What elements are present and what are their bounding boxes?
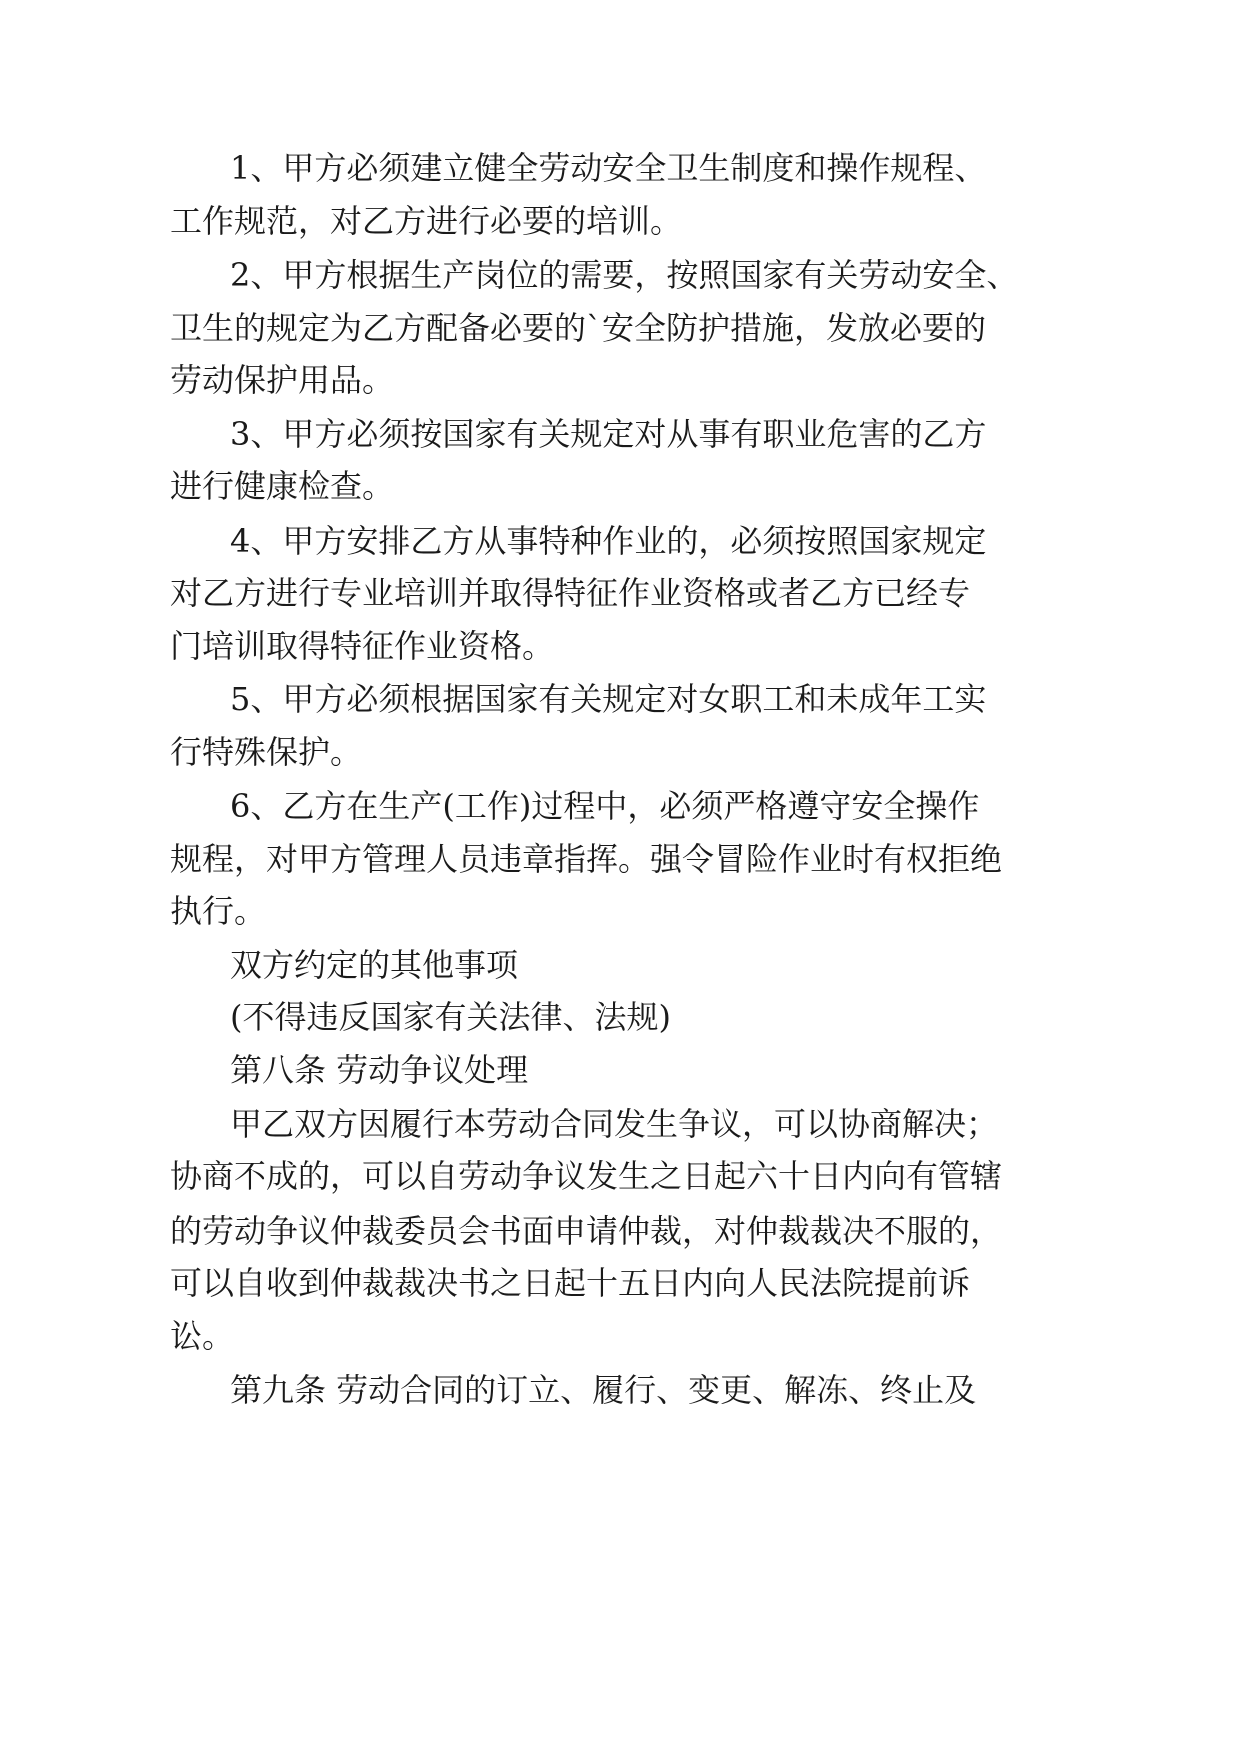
line-text: 双方约定的其他事项 [230, 946, 519, 984]
text-line [0, 935, 1241, 995]
line-text: 可以自收到仲裁裁决书之日起十五日内向人民法院提前诉 [170, 1264, 971, 1302]
text-line [0, 1253, 1241, 1313]
line-text: 劳动保护用品。 [170, 361, 395, 399]
section-heading: 第八条 劳动争议处理 [230, 1051, 529, 1089]
line-text: 工作规范，对乙方进行必要的培训。 [170, 202, 683, 240]
line-text: 5、甲方必须根据国家有关规定对女职工和未成年工实 [230, 680, 987, 718]
line-text: 对乙方进行专业培训并取得特征作业资格或者乙方已经专 [170, 574, 971, 612]
line-text: 3、甲方必须按国家有关规定对从事有职业危害的乙方 [230, 415, 987, 453]
line-text: 执行。 [170, 892, 267, 930]
text-line [0, 404, 1241, 464]
section-heading: 第九条 劳动合同的订立、履行、变更、解冻、终止及 [230, 1371, 977, 1409]
text-line [0, 511, 1241, 571]
line-text: 卫生的规定为乙方配备必要的`安全防护措施，发放必要的 [170, 309, 987, 347]
line-text: 行特殊保护。 [170, 733, 363, 771]
line-text: (不得违反国家有关法律、法规) [230, 998, 671, 1036]
text-line [0, 1306, 1241, 1366]
text-line [0, 191, 1241, 251]
line-text: 规程，对甲方管理人员违章指挥。强令冒险作业时有权拒绝 [170, 840, 1003, 878]
line-text: 2、甲方根据生产岗位的需要，按照国家有关劳动安全、 [230, 256, 1019, 294]
line-text: 4、甲方安排乙方从事特种作业的，必须按照国家规定 [230, 522, 987, 560]
line-text: 讼。 [170, 1317, 235, 1355]
line-text: 进行健康检查。 [170, 467, 395, 505]
text-line [0, 1094, 1241, 1154]
text-line [0, 722, 1241, 782]
text-line [0, 298, 1241, 358]
text-line [0, 1040, 1241, 1100]
text-line [0, 245, 1241, 305]
text-line [0, 616, 1241, 676]
text-line [0, 350, 1241, 410]
line-text: 甲乙双方因履行本劳动合同发生争议，可以协商解决； [230, 1105, 999, 1143]
text-line [0, 669, 1241, 729]
text-line [0, 829, 1241, 889]
text-line [0, 563, 1241, 623]
text-line [0, 456, 1241, 516]
line-text: 门培训取得特征作业资格。 [170, 627, 555, 665]
text-line [0, 1201, 1241, 1261]
text-line [0, 776, 1241, 836]
text-line [0, 138, 1241, 198]
line-text: 6、乙方在生产(工作)过程中，必须严格遵守安全操作 [230, 787, 980, 825]
line-text: 1、甲方必须建立健全劳动安全卫生制度和操作规程、 [230, 149, 987, 187]
text-line [0, 1360, 1241, 1420]
text-line [0, 881, 1241, 941]
text-line [0, 1146, 1241, 1206]
text-line [0, 987, 1241, 1047]
line-text: 的劳动争议仲裁委员会书面申请仲裁，对仲裁裁决不服的， [170, 1212, 1003, 1250]
line-text: 协商不成的，可以自劳动争议发生之日起六十日内向有管辖 [170, 1157, 1003, 1195]
